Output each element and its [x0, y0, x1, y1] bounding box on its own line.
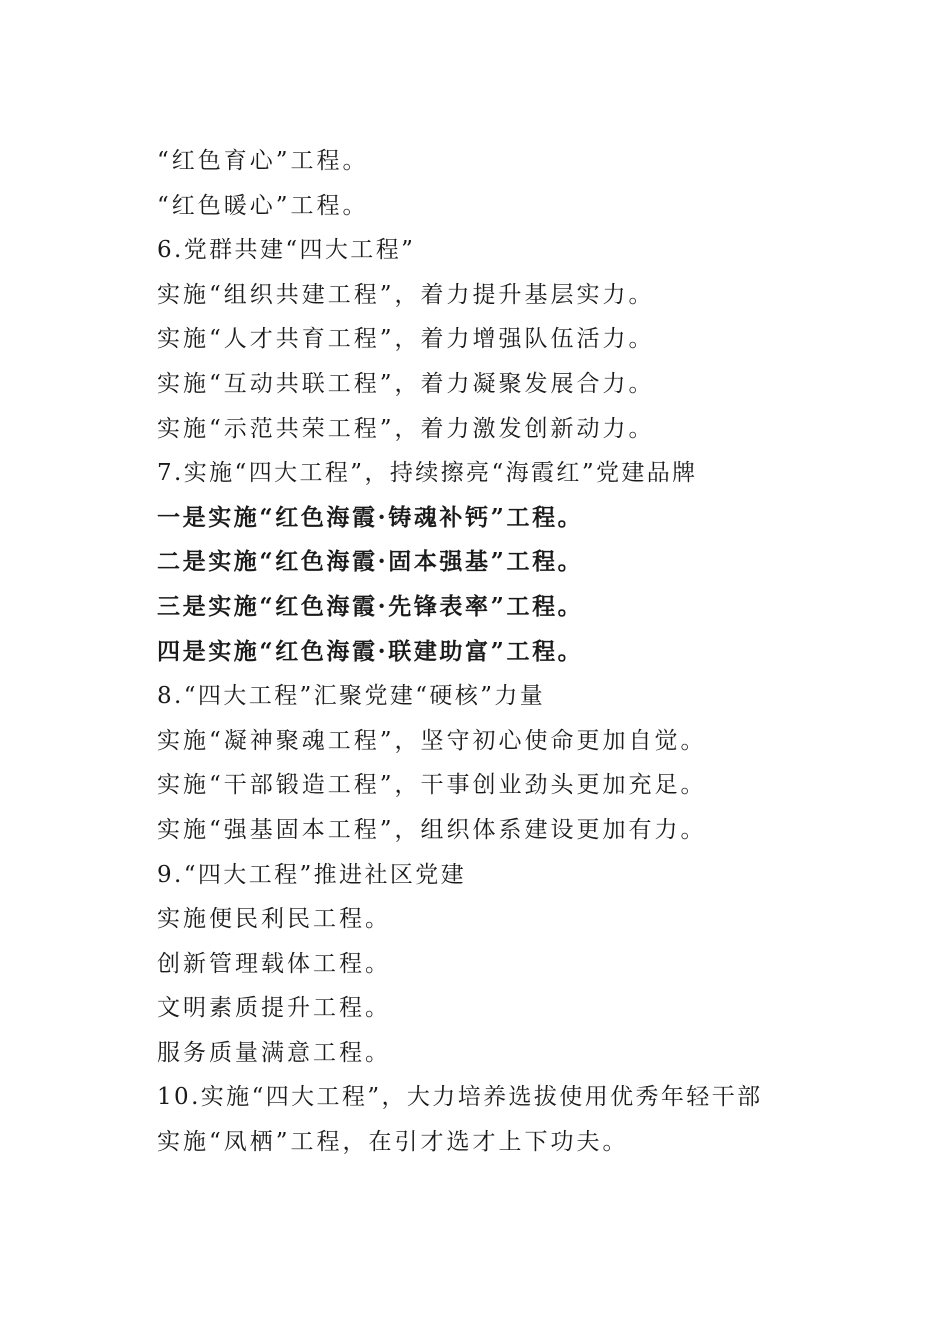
text-line: 实施“示范共荣工程”，着力激发创新动力。	[157, 415, 655, 442]
text-line: 文明素质提升工程。	[157, 995, 391, 1022]
text-line: 实施“凝神聚魂工程”，坚守初心使命更加自觉。	[157, 727, 707, 754]
text-line: 服务质量满意工程。	[157, 1039, 391, 1066]
text-line: 创新管理载体工程。	[157, 950, 391, 977]
bold-text-line: 四是实施“红色海霞·联建助富”工程。	[157, 637, 584, 665]
text-line: 实施便民利民工程。	[157, 906, 391, 933]
text-line: 实施“组织共建工程”，着力提升基层实力。	[157, 281, 655, 308]
document-body	[157, 139, 857, 1165]
section-heading-9: 9.“四大工程”推进社区党建	[157, 861, 467, 888]
text-line: 实施“干部锻造工程”，干事创业劲头更加充足。	[157, 772, 707, 799]
section-heading-6: 6.党群共建“四大工程”	[157, 237, 416, 264]
section-heading-7: 7.实施“四大工程”，持续擦亮“海霞红”党建品牌	[157, 460, 698, 487]
bold-text-line: 三是实施“红色海霞·先锋表率”工程。	[157, 592, 584, 620]
bold-text-line: 二是实施“红色海霞·固本强基”工程。	[157, 548, 584, 576]
text-line: 实施“凤栖”工程，在引才选才上下功夫。	[157, 1129, 629, 1156]
text-line: “红色育心”工程。	[157, 148, 369, 174]
text-line: 实施“人才共育工程”，着力增强队伍活力。	[157, 326, 655, 353]
text-line: “红色暖心”工程。	[157, 192, 369, 219]
section-heading-8: 8.“四大工程”汇聚党建“硬核”力量	[157, 683, 546, 710]
bold-text-line: 一是实施“红色海霞·铸魂补钙”工程。	[157, 503, 584, 531]
text-line: 实施“互动共联工程”，着力凝聚发展合力。	[157, 370, 655, 397]
section-heading-10: 10.实施“四大工程”，大力培养选拔使用优秀年轻干部	[157, 1084, 763, 1111]
text-line: 实施“强基固本工程”，组织体系建设更加有力。	[157, 816, 707, 843]
